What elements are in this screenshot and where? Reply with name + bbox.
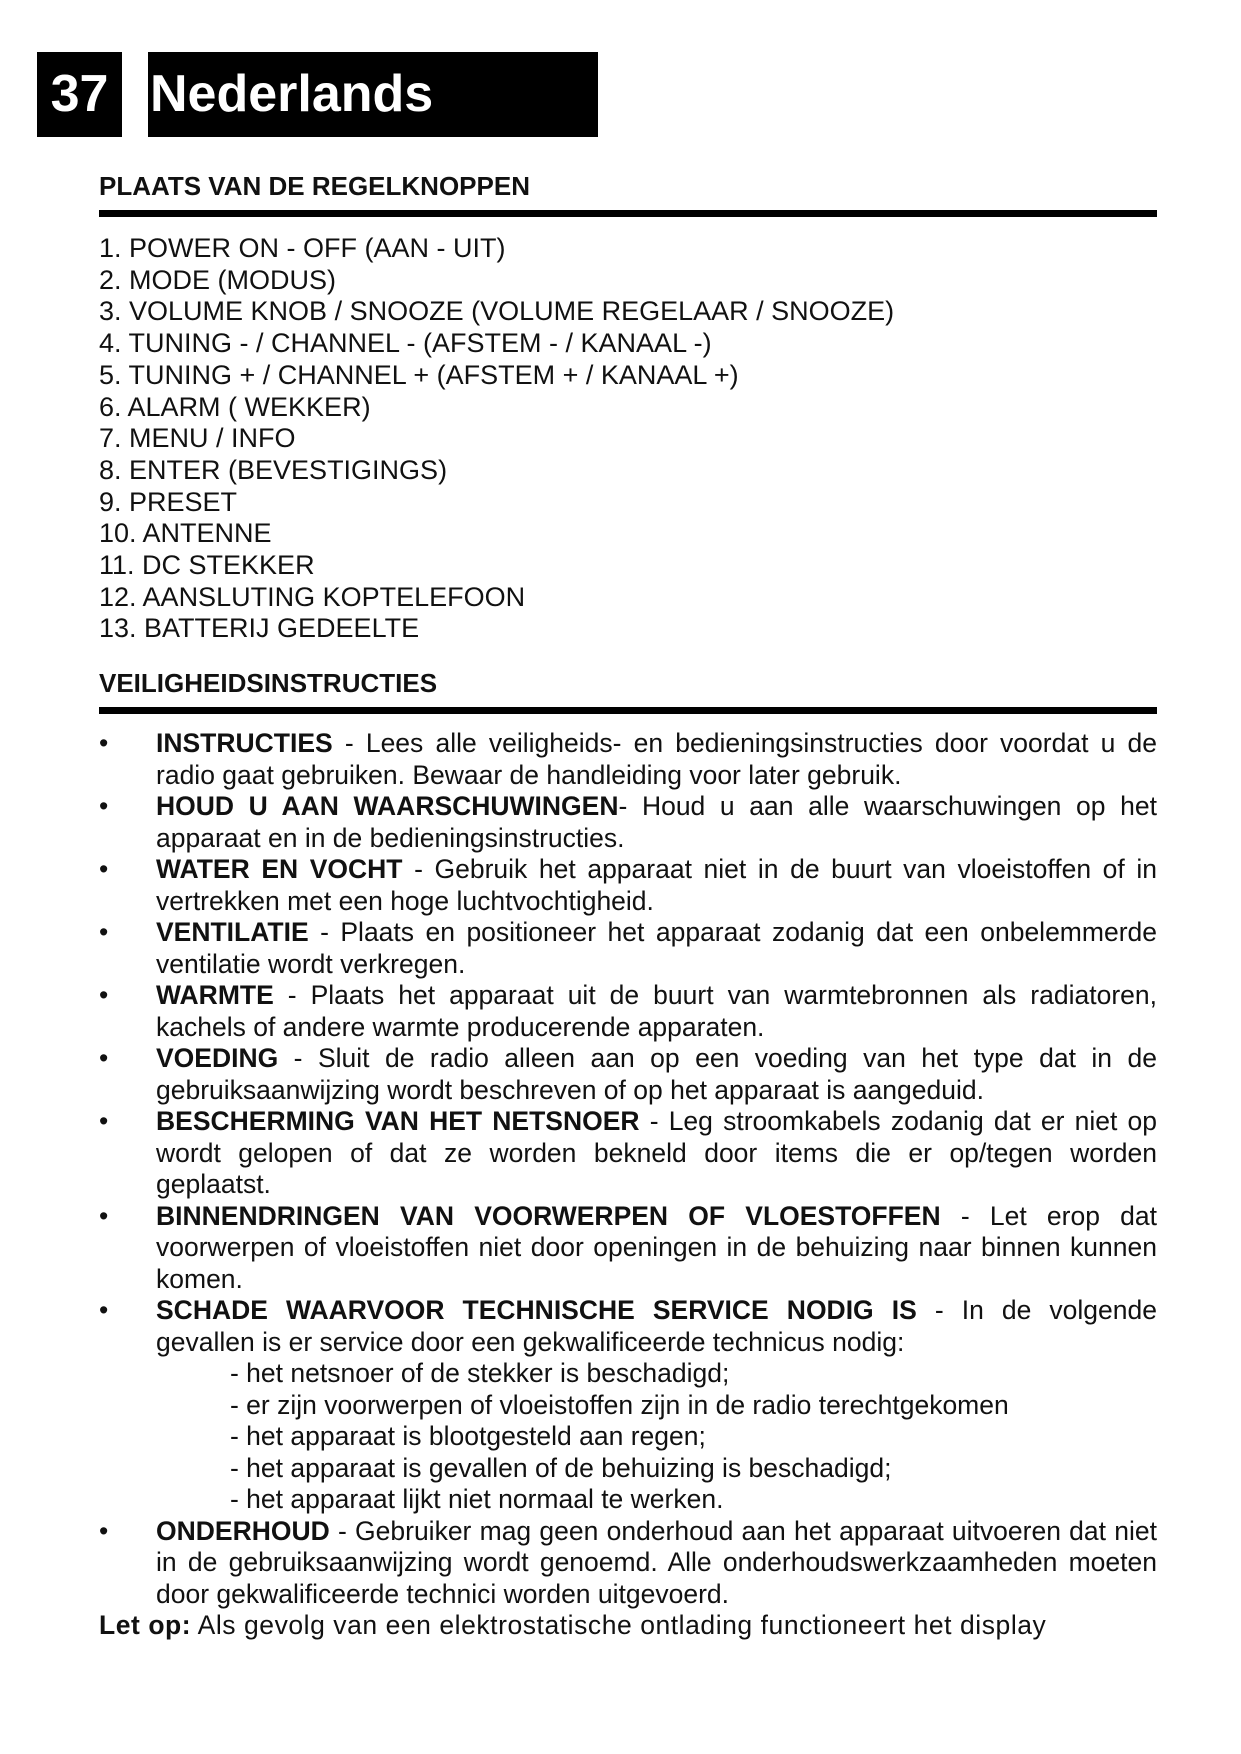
service-case: - het apparaat is blootgesteld aan regen; <box>230 1421 706 1452</box>
safety-text: - Houd u aan alle waarschuwingen op het apparaat en in de bedieningsinstructies. <box>156 791 1157 853</box>
service-cases-list <box>156 1358 1157 1516</box>
safety-item <box>99 791 1157 854</box>
safety-list <box>99 728 1157 1610</box>
control-item: 2. MODE (MODUS) <box>99 264 337 295</box>
note-paragraph <box>99 1610 1157 1642</box>
safety-term: INSTRUCTIES <box>156 728 333 759</box>
control-item: 7. MENU / INFO <box>99 423 296 454</box>
safety-term: WATER EN VOCHT <box>156 854 403 885</box>
control-item: 1. POWER ON - OFF (AAN - UIT) <box>99 233 506 263</box>
control-item: 13. BATTERIJ GEDEELTE <box>99 613 420 644</box>
safety-item <box>99 1295 1157 1516</box>
safety-item <box>99 728 1157 791</box>
safety-text: - Let erop dat voorwerpen of vloeistoffen niet door openingen in de behuizing naar binnen kunnen komen. <box>156 1200 1157 1294</box>
safety-item <box>99 917 1157 980</box>
safety-term: BESCHERMING VAN HET NETSNOER <box>156 1106 640 1137</box>
safety-text: - In de volgende gevallen is er service door een gekwalificeerde technicus nodig: <box>156 1295 1157 1357</box>
safety-item <box>99 854 1157 917</box>
safety-text: - Plaats het apparaat uit de buurt van warmtebronnen als radiatoren, kachels of andere warmte producerende apparaten. <box>156 980 1157 1042</box>
service-case: - het apparaat is gevallen of de behuizing is beschadigd; <box>230 1452 892 1483</box>
safety-term: HOUD U AAN WAARSCHUWINGEN <box>156 791 619 822</box>
control-item: 8. ENTER (BEVESTIGINGS) <box>99 454 448 485</box>
control-item: 6. ALARM ( WEKKER) <box>99 391 371 422</box>
service-case: - het apparaat lijkt niet normaal te werken. <box>230 1484 724 1515</box>
control-item: 10. ANTENNE <box>99 518 272 549</box>
safety-term: VOEDING <box>156 1043 279 1074</box>
safety-text: - Sluit de radio alleen aan op een voeding van het type dat in de gebruiksaanwijzing wordt beschreven of op het apparaat is aangeduid. <box>156 1043 1157 1105</box>
safety-item <box>99 1106 1157 1201</box>
service-case: - er zijn voorwerpen of vloeistoffen zijn in de radio terechtgekomen <box>230 1389 1009 1420</box>
safety-term: WARMTE <box>156 980 274 1011</box>
page-content <box>99 168 1157 1642</box>
control-item: 11. DC STEKKER <box>99 550 315 581</box>
controls-section-title: PLAATS VAN DE REGELKNOPPEN <box>99 168 1157 217</box>
safety-term: BINNENDRINGEN VAN VOORWERPEN OF VLOESTOFFEN <box>156 1200 941 1231</box>
safety-text: - Leg stroomkabels zodanig dat er niet op wordt gelopen of dat ze worden bekneld door items die er op/tegen worden geplaatst. <box>156 1106 1157 1200</box>
control-item: 5. TUNING + / CHANNEL + (AFSTEM + / KANAAL +) <box>99 359 739 390</box>
safety-section-title: VEILIGHEIDSINSTRUCTIES <box>99 665 1157 714</box>
safety-item <box>99 980 1157 1043</box>
control-item: 12. AANSLUTING KOPTELEFOON <box>99 581 526 612</box>
safety-text: - Gebruiker mag geen onderhoud aan het apparaat uitvoeren dat niet in de gebruiksaanwijzing wordt genoemd. Alle onderhoudswerkzaamheden moeten door gekwalificeerde technici worden uitgevoerd. <box>156 1515 1157 1609</box>
safety-text: - Gebruik het apparaat niet in de buurt van vloeistoffen of in vertrekken met een hoge luchtvochtigheid. <box>156 854 1157 916</box>
page-number: 37 <box>37 52 122 137</box>
control-item: 4. TUNING - / CHANNEL - (AFSTEM - / KANAAL -) <box>99 328 712 359</box>
note-text: Als gevolg van een elektrostatische ontlading functioneert het display <box>191 1610 1047 1641</box>
safety-text: - Lees alle veiligheids- en bedieningsinstructies door voordat u de radio gaat gebruiken. Bewaar de handleiding voor later gebruik. <box>156 728 1157 790</box>
note-label: Let op: <box>99 1610 192 1641</box>
language-title: Nederlands <box>148 52 598 137</box>
controls-list <box>99 233 1157 645</box>
safety-term: VENTILATIE <box>156 917 309 948</box>
safety-term: ONDERHOUD <box>156 1515 330 1546</box>
service-case: - het netsnoer of de stekker is beschadigd; <box>230 1358 730 1389</box>
safety-text: - Plaats en positioneer het apparaat zodanig dat een onbelemmerde ventilatie wordt verkregen. <box>156 917 1157 979</box>
safety-item <box>99 1043 1157 1106</box>
control-item: 9. PRESET <box>99 486 238 517</box>
safety-term: SCHADE WAARVOOR TECHNISCHE SERVICE NODIG IS <box>156 1295 917 1326</box>
safety-item <box>99 1516 1157 1611</box>
control-item: 3. VOLUME KNOB / SNOOZE (VOLUME REGELAAR / SNOOZE) <box>99 296 895 327</box>
safety-item <box>99 1201 1157 1296</box>
